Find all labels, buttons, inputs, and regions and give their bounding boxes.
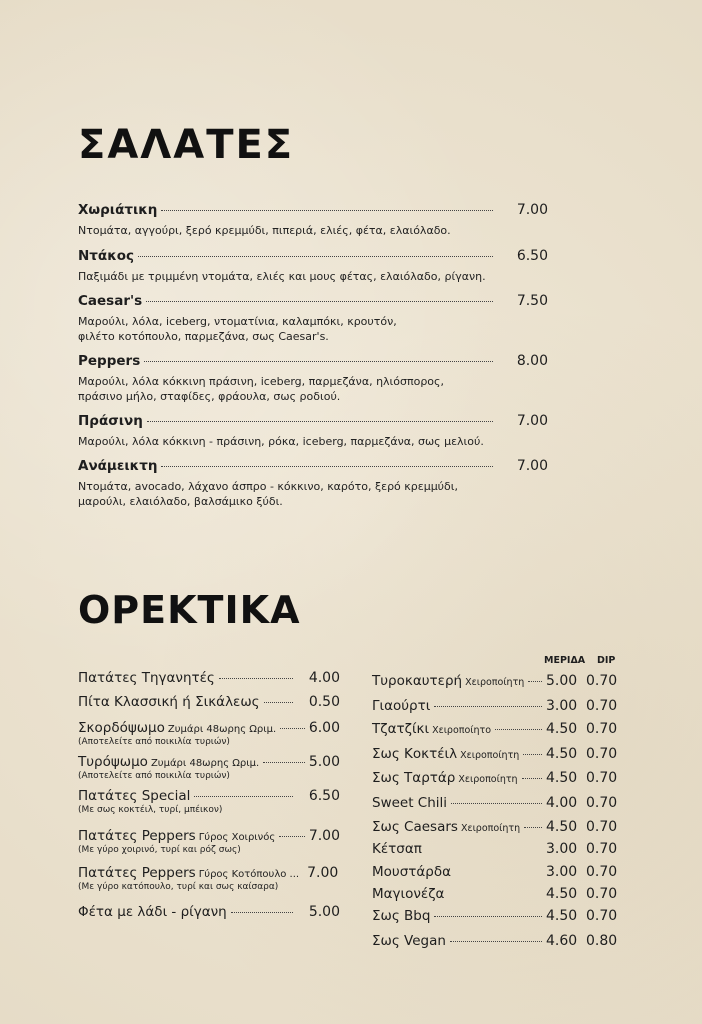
dip-item [372, 698, 622, 714]
leader-dots [263, 762, 305, 763]
salad-name: Peppers [78, 353, 141, 369]
appetizer-price: 7.00 [308, 828, 340, 844]
dip-price: 0.70 [586, 770, 618, 786]
dip-item [372, 864, 622, 880]
leader-dots [524, 827, 542, 828]
salad-item [78, 248, 548, 284]
appetizer-item [78, 670, 340, 686]
leader-dots [528, 681, 542, 682]
dip-name: Κέτσαπ [372, 841, 422, 857]
dip-name: Σως Ταρτάρ [372, 770, 456, 786]
dip-price: 0.70 [586, 721, 618, 737]
leader-dots [161, 210, 492, 211]
salad-description: Μαρούλι, λόλα κόκκινη - πράσινη, ρόκα, iceberg, παρμεζάνα, σως μελιού. [78, 435, 484, 448]
portion-price: 4.50 [546, 746, 578, 762]
dip-price: 0.70 [586, 795, 618, 811]
appetizer-note: Γύρος Κοτόπουλο ... [198, 869, 300, 880]
salad-price: 7.00 [516, 413, 548, 429]
leader-dots [264, 702, 293, 703]
dip-item [372, 770, 622, 786]
dip-name: Σως Vegan [372, 933, 446, 949]
dip-note: Χειροποίητη [465, 677, 525, 688]
appetizer-price: 7.00 [307, 865, 339, 881]
dip-name: Σως Caesars [372, 819, 458, 835]
dip-item [372, 819, 622, 835]
appetizer-subnote: (Με γύρο χοιρινό, τυρί και ρόζ σως) [78, 845, 241, 855]
leader-dots [194, 796, 292, 797]
appetizer-item [78, 904, 340, 920]
portion-price: 3.00 [546, 698, 578, 714]
appetizer-price: 6.00 [308, 720, 340, 736]
leader-dots [279, 836, 305, 837]
leader-dots [146, 301, 493, 302]
appetizer-item [78, 865, 340, 892]
salad-price: 7.00 [516, 458, 548, 474]
leader-dots [147, 421, 493, 422]
appetizer-subnote: (Με γύρο κατόπουλο, τυρί και σως καίσαρα) [78, 882, 279, 892]
appetizer-name: Πατάτες Special [78, 788, 191, 804]
dip-item [372, 841, 622, 857]
portion-price: 4.50 [546, 721, 578, 737]
salad-name: Ντάκος [78, 248, 135, 264]
dip-item [372, 933, 622, 949]
dip-note: Χειροποίητη [458, 774, 518, 785]
dip-item [372, 886, 622, 902]
appetizer-item [78, 720, 340, 747]
appetizer-note: Ζυμάρι 48ωρης Ωριμ. [150, 758, 260, 769]
leader-dots [426, 849, 542, 850]
portion-column-header: ΜΕΡΙΔΑ [544, 655, 586, 666]
dip-name: Μουστάρδα [372, 864, 452, 880]
leader-dots [455, 872, 542, 873]
leader-dots [231, 912, 293, 913]
dip-name: Γιαούρτι [372, 698, 431, 714]
salad-name: Ανάμεικτη [78, 458, 158, 474]
appetizer-note: Γύρος Χοιρινός [198, 832, 276, 843]
portion-price: 3.00 [546, 841, 578, 857]
salad-description: Παξιμάδι με τριμμένη ντομάτα, ελιές και μους φέτας, ελαιόλαδο, ρίγανη. [78, 270, 486, 283]
appetizer-price: 4.00 [308, 670, 340, 686]
appetizer-note: Ζυμάρι 48ωρης Ωριμ. [167, 724, 277, 735]
leader-dots [219, 678, 293, 679]
appetizer-subnote: (Με σως κοκτέιλ, τυρί, μπέικον) [78, 805, 223, 815]
salad-item [78, 353, 548, 404]
salad-item [78, 202, 548, 238]
appetizer-price: 5.00 [308, 904, 340, 920]
leader-dots [448, 894, 542, 895]
appetizer-name: Τυρόψωμο [78, 754, 148, 770]
dip-price: 0.70 [586, 673, 618, 689]
appetizer-item [78, 694, 340, 710]
portion-price: 4.50 [546, 770, 578, 786]
dip-name: Μαγιονέζα [372, 886, 445, 902]
dip-price: 0.70 [586, 864, 618, 880]
dip-name: Σως Bbq [372, 908, 431, 924]
salad-price: 8.00 [516, 353, 548, 369]
appetizer-price: 0.50 [308, 694, 340, 710]
salad-description: Μαρούλι, λόλα, iceberg, ντοματίνια, καλαμπόκι, κρουτόν, φιλέτο κοτόπουλο, παρμεζάνα, σως Caesar's. [78, 315, 397, 343]
dip-item [372, 721, 622, 737]
salad-price: 6.50 [516, 248, 548, 264]
dip-name: Τζατζίκι [372, 721, 430, 737]
portion-price: 4.00 [546, 795, 578, 811]
dip-price: 0.70 [586, 841, 618, 857]
appetizer-name: Πατάτες Peppers [78, 865, 196, 881]
appetizers-heading: ΟΡΕΚΤΙΚΑ [78, 588, 301, 632]
portion-price: 4.50 [546, 819, 578, 835]
dip-price: 0.70 [586, 819, 618, 835]
portion-price: 3.00 [546, 864, 578, 880]
appetizer-subnote: (Αποτελείτε από ποικιλία τυριών) [78, 771, 230, 781]
leader-dots [523, 754, 542, 755]
salads-heading: ΣΑΛΑΤΕΣ [78, 122, 295, 168]
salad-item [78, 293, 548, 344]
leader-dots [138, 256, 493, 257]
dip-price: 0.80 [586, 933, 618, 949]
dip-price: 0.70 [586, 908, 618, 924]
appetizer-name: Σκορδόψωμο [78, 720, 165, 736]
dip-note: Χειροποίητη [460, 823, 521, 834]
dip-item [372, 908, 622, 924]
appetizer-name: Φέτα με λάδι - ρίγανη [78, 904, 227, 920]
salad-description: Ντομάτα, αγγούρι, ξερό κρεμμύδι, πιπεριά, ελιές, φέτα, ελαιόλαδο. [78, 224, 451, 237]
portion-price: 4.50 [546, 886, 578, 902]
dip-name: Τυροκαυτερή [372, 673, 463, 689]
portion-price: 5.00 [546, 673, 578, 689]
dip-column-header: DIP [597, 655, 616, 666]
dip-price: 0.70 [586, 746, 618, 762]
appetizer-price: 6.50 [308, 788, 340, 804]
appetizer-name: Πίτα Κλασσική ή Σικάλεως [78, 694, 260, 710]
salad-price: 7.50 [516, 293, 548, 309]
salad-price: 7.00 [516, 202, 548, 218]
salad-item [78, 458, 548, 509]
leader-dots [161, 466, 492, 467]
salad-description: Ντομάτα, avocado, λάχανο άσπρο - κόκκινο, καρότο, ξερό κρεμμύδι, μαρούλι, ελαιόλαδο, βαλσάμικο ξύδι. [78, 480, 458, 508]
appetizer-name: Πατάτες Peppers [78, 828, 196, 844]
appetizer-item [78, 754, 340, 781]
dip-item [372, 746, 622, 762]
dip-name: Σως Κοκτέιλ [372, 746, 458, 762]
salad-description: Μαρούλι, λόλα κόκκινη πράσινη, iceberg, παρμεζάνα, ηλιόσπορος, πράσινο μήλο, σταφίδες, φράουλα, σως ροδιού. [78, 375, 444, 403]
salad-name: Χωριάτικη [78, 202, 158, 218]
leader-dots [434, 706, 542, 707]
appetizer-subnote: (Αποτελείτε από ποικιλία τυριών) [78, 737, 230, 747]
portion-price: 4.50 [546, 908, 578, 924]
dip-note: Χειροποίητη [460, 750, 520, 761]
dip-item [372, 795, 622, 811]
appetizer-item [78, 828, 340, 855]
salad-item [78, 413, 548, 449]
leader-dots [434, 916, 542, 917]
appetizer-item [78, 788, 340, 815]
leader-dots [495, 729, 542, 730]
leader-dots [450, 941, 542, 942]
leader-dots [522, 778, 542, 779]
dip-note: Χειροποίητο [432, 725, 492, 736]
leader-dots [451, 803, 542, 804]
salad-name: Caesar's [78, 293, 143, 309]
leader-dots [144, 361, 493, 362]
appetizer-name: Πατάτες Τηγανητές [78, 670, 215, 686]
dip-name: Sweet Chili [372, 795, 448, 811]
dip-item [372, 673, 622, 689]
leader-dots [280, 728, 305, 729]
dip-price: 0.70 [586, 886, 618, 902]
salad-name: Πράσινη [78, 413, 143, 429]
portion-price: 4.60 [546, 933, 578, 949]
appetizer-price: 5.00 [308, 754, 340, 770]
dip-price: 0.70 [586, 698, 618, 714]
